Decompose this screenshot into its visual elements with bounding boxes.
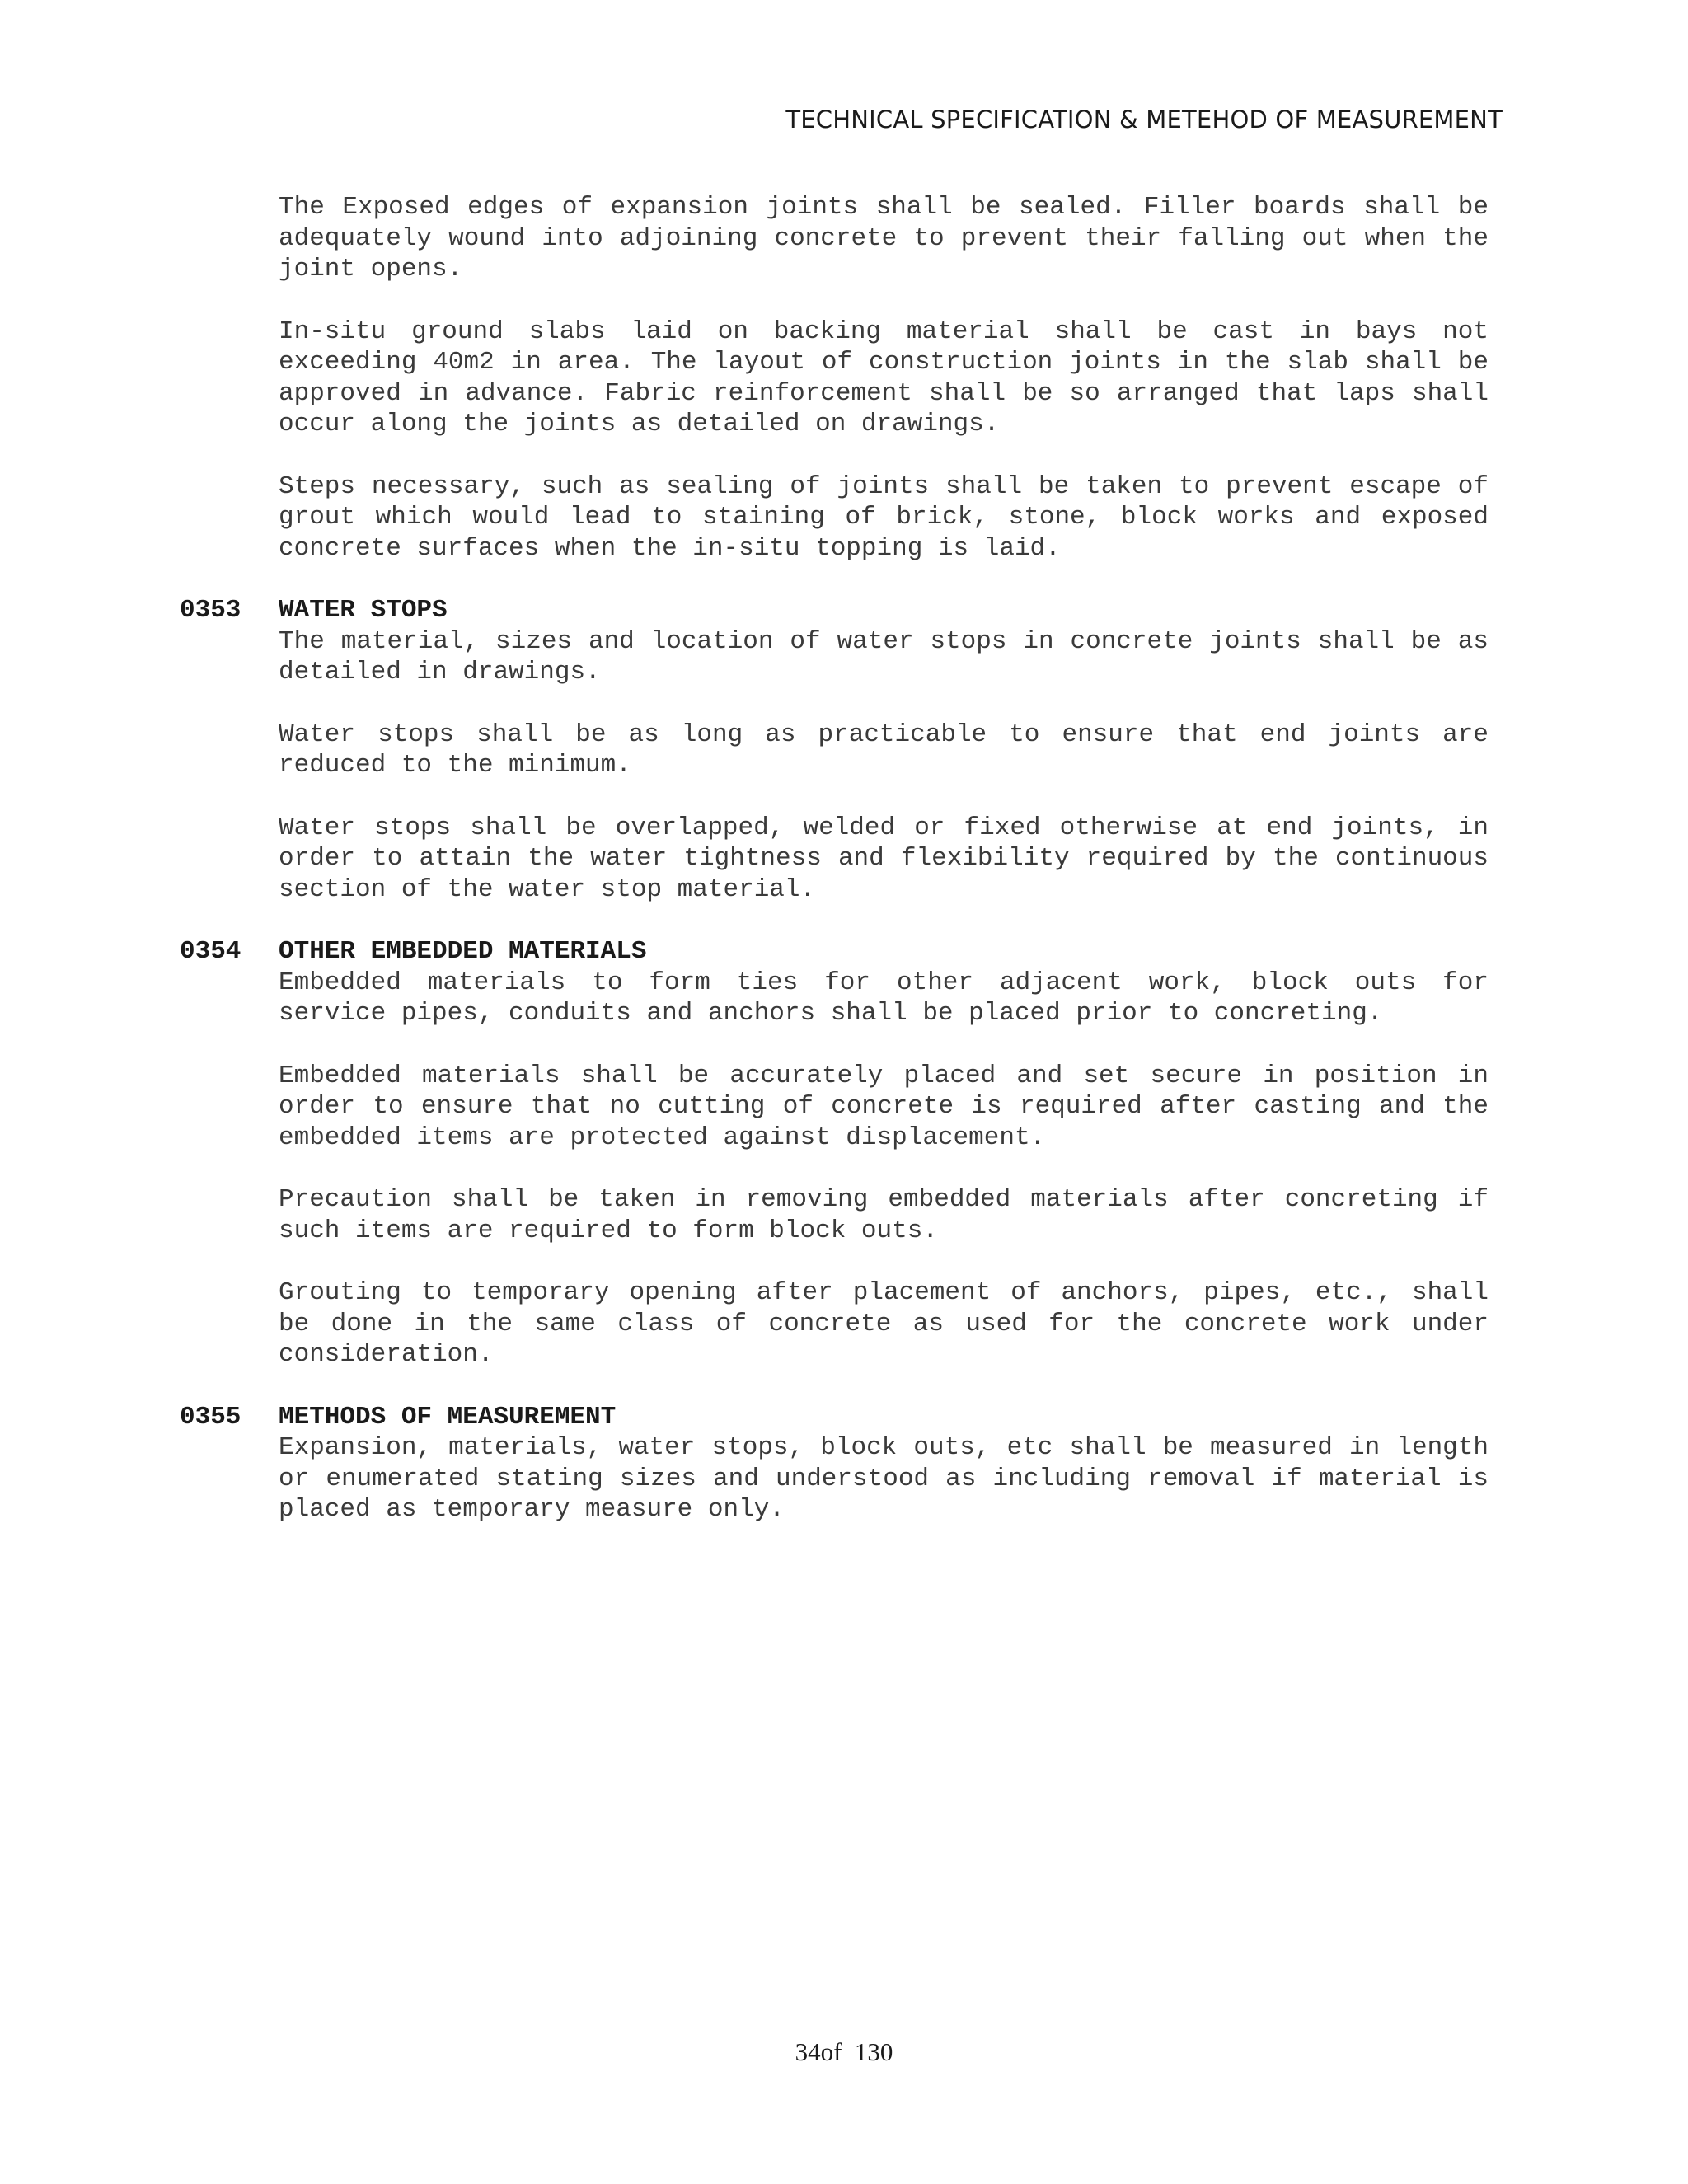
section-paragraph: Precaution shall be taken in removing embedded materials after concreting if such items are required to form block outs. (279, 1185, 1489, 1245)
section-paragraph: Water stops shall be as long as practicable to ensure that end joints are reduced to the minimum. (279, 719, 1489, 780)
intro-paragraph: Steps necessary, such as sealing of joints shall be taken to prevent escape of grout which would lead to staining of brick, stone, block works and exposed concrete surfaces when the in-situ topping is laid. (279, 471, 1489, 563)
section-paragraph: Embedded materials shall be accurately placed and set secure in position in order to ensure that no cutting of concrete is required after casting and the embedded items are protected against displacement. (279, 1061, 1489, 1152)
page-sep: of (820, 2037, 842, 2066)
section-paragraph: The material, sizes and location of water stops in concrete joints shall be as detailed in drawings. (279, 626, 1489, 687)
section-other-embedded-materials (180, 936, 1489, 1371)
section-water-stops (180, 595, 1489, 905)
page-header: TECHNICAL SPECIFICATION & METEHOD OF MEASUREMENT (785, 105, 1503, 134)
section-paragraph: Grouting to temporary opening after placement of anchors, pipes, etc., shall be done in the same class of concrete as used for the concrete work under consideration. (279, 1278, 1489, 1369)
section-paragraph: Expansion, materials, water stops, block outs, etc shall be measured in length or enumerated stating sizes and understood as including removal if material is placed as temporary measure only. (279, 1433, 1489, 1524)
section-title: OTHER EMBEDDED MATERIALS (279, 937, 647, 966)
document-body (180, 192, 1489, 1557)
page-total: 130 (854, 2037, 893, 2066)
intro-paragraph: In-situ ground slabs laid on backing material shall be cast in bays not exceeding 40m2 in area. The layout of construction joints in the slab shall be approved in advance. Fabric reinforcement shall be so arranged that laps shall occur along the joints as detailed on drawings. (279, 316, 1489, 438)
section-paragraph: Water stops shall be overlapped, welded or fixed otherwise at end joints, in order to attain the water tightness and flexibility required by the continuous section of the water stop material. (279, 813, 1489, 904)
section-methods-of-measurement (180, 1402, 1489, 1526)
page-current: 34 (795, 2037, 821, 2066)
page-number-footer (0, 2037, 1688, 2067)
section-paragraph: Embedded materials to form ties for other adjacent work, block outs for service pipes, conduits and anchors shall be placed prior to concreting. (279, 968, 1489, 1028)
section-number: 0353 (180, 596, 241, 625)
section-title: WATER STOPS (279, 596, 448, 625)
section-number: 0354 (180, 937, 241, 966)
section-title: METHODS OF MEASUREMENT (279, 1402, 617, 1432)
intro-paragraph: The Exposed edges of expansion joints shall be sealed. Filler boards shall be adequately wound into adjoining concrete to prevent their falling out when the joint opens. (279, 193, 1489, 284)
section-number: 0355 (180, 1402, 241, 1432)
